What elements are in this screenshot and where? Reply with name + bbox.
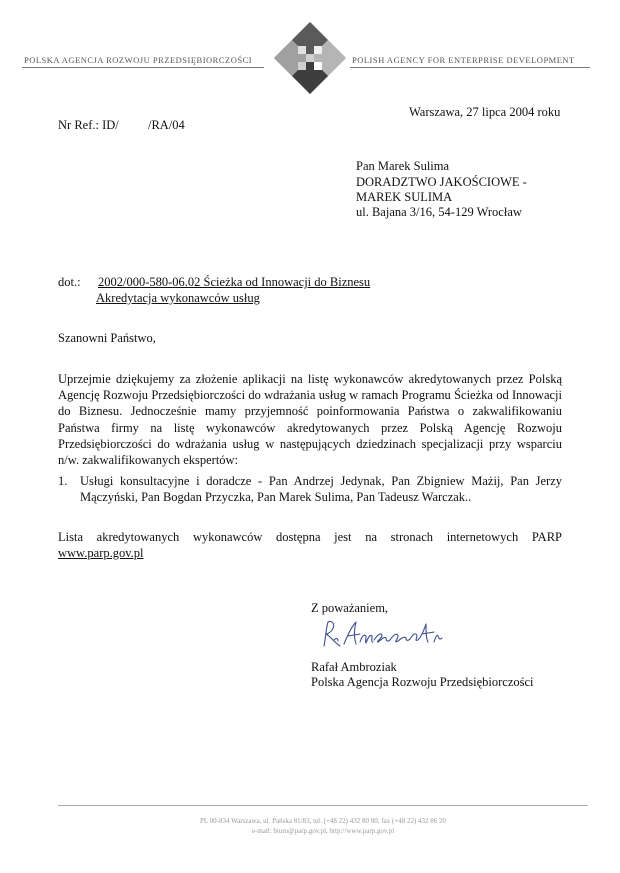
recipient-line-3: MAREK SULIMA	[356, 190, 453, 204]
subject-line-1: 2002/000-580-06.02 Ścieżka od Innowacji do Biznesu	[98, 275, 371, 289]
paragraph-1: Uprzejmie dziękujemy za złożenie aplikacji na listę wykonawców akredytowanych przez Polską Agencję Rozwoju Przedsiębiorczości do wdrażania usług w ramach Programu Ścieżka od Innowacji do Biznesu. Jednocześnie mamy przyjemność poinformowania Państwa o zakwalifikowaniu Państwa firmy na listę wykonawców akredytowanych przez Polską Agencję Rozwoju Przedsiębiorczości do wdrażania usług w następujących dziedzinach specjalizacji przy wsparciu n/w. zakwalifikowanych ekspertów:	[58, 372, 562, 468]
signer-name: Rafał Ambroziak	[311, 660, 397, 674]
handwritten-signature	[318, 616, 448, 652]
footer-contact: e-mail: biuro@parp.gov.pl, http://www.parp.gov.pl	[251, 827, 395, 835]
list-item: Usługi konsultacyjne i doradcze - Pan Andrzej Jedynak, Pan Zbigniew Mażij, Pan Jerzy Mączyński, Pan Bogdan Przyczka, Pan Marek Sulima, Pan Tadeusz Warczak..	[80, 474, 562, 505]
header-left-text: POLSKA AGENCJA ROZWOJU PRZEDSIĘBIORCZOŚCI	[24, 55, 253, 65]
reference-suffix: /RA/04	[148, 118, 185, 132]
header-right-text: POLISH AGENCY FOR ENTERPRISE DEVELOPMENT	[352, 55, 575, 65]
recipient-line-1: Pan Marek Sulima	[356, 159, 450, 173]
reference-label: Nr Ref.: ID/	[58, 118, 119, 132]
closing: Z poważaniem,	[311, 601, 389, 615]
footer-address: PL 00-834 Warszawa, ul. Pańska 81/83, tel. (+48 22) 432 80 80, fax (+48 22) 432 86 20	[199, 817, 447, 825]
paragraph-2	[58, 529, 562, 545]
subject-line-2: Akredytacja wykonawców usług	[96, 291, 260, 305]
header-rule-right	[350, 67, 590, 68]
place-date: Warszawa, 27 lipca 2004 roku	[409, 105, 561, 119]
website-link[interactable]: www.parp.gov.pl	[58, 546, 144, 560]
signer-organization: Polska Agencja Rozwoju Przedsiębiorczości	[311, 675, 534, 689]
subject-label: dot.:	[58, 275, 81, 289]
parp-logo-icon	[272, 20, 348, 96]
recipient-line-4: ul. Bajana 3/16, 54-129 Wrocław	[356, 205, 522, 219]
recipient-line-2: DORADZTWO JAKOŚCIOWE -	[356, 175, 527, 189]
list-number: 1.	[58, 474, 68, 488]
header-rule-left	[22, 67, 264, 68]
salutation: Szanowni Państwo,	[58, 331, 156, 345]
paragraph-2-text: Lista akredytowanych wykonawców dostępna jest na stronach internetowych PARP	[58, 530, 562, 544]
footer-rule	[58, 805, 588, 806]
